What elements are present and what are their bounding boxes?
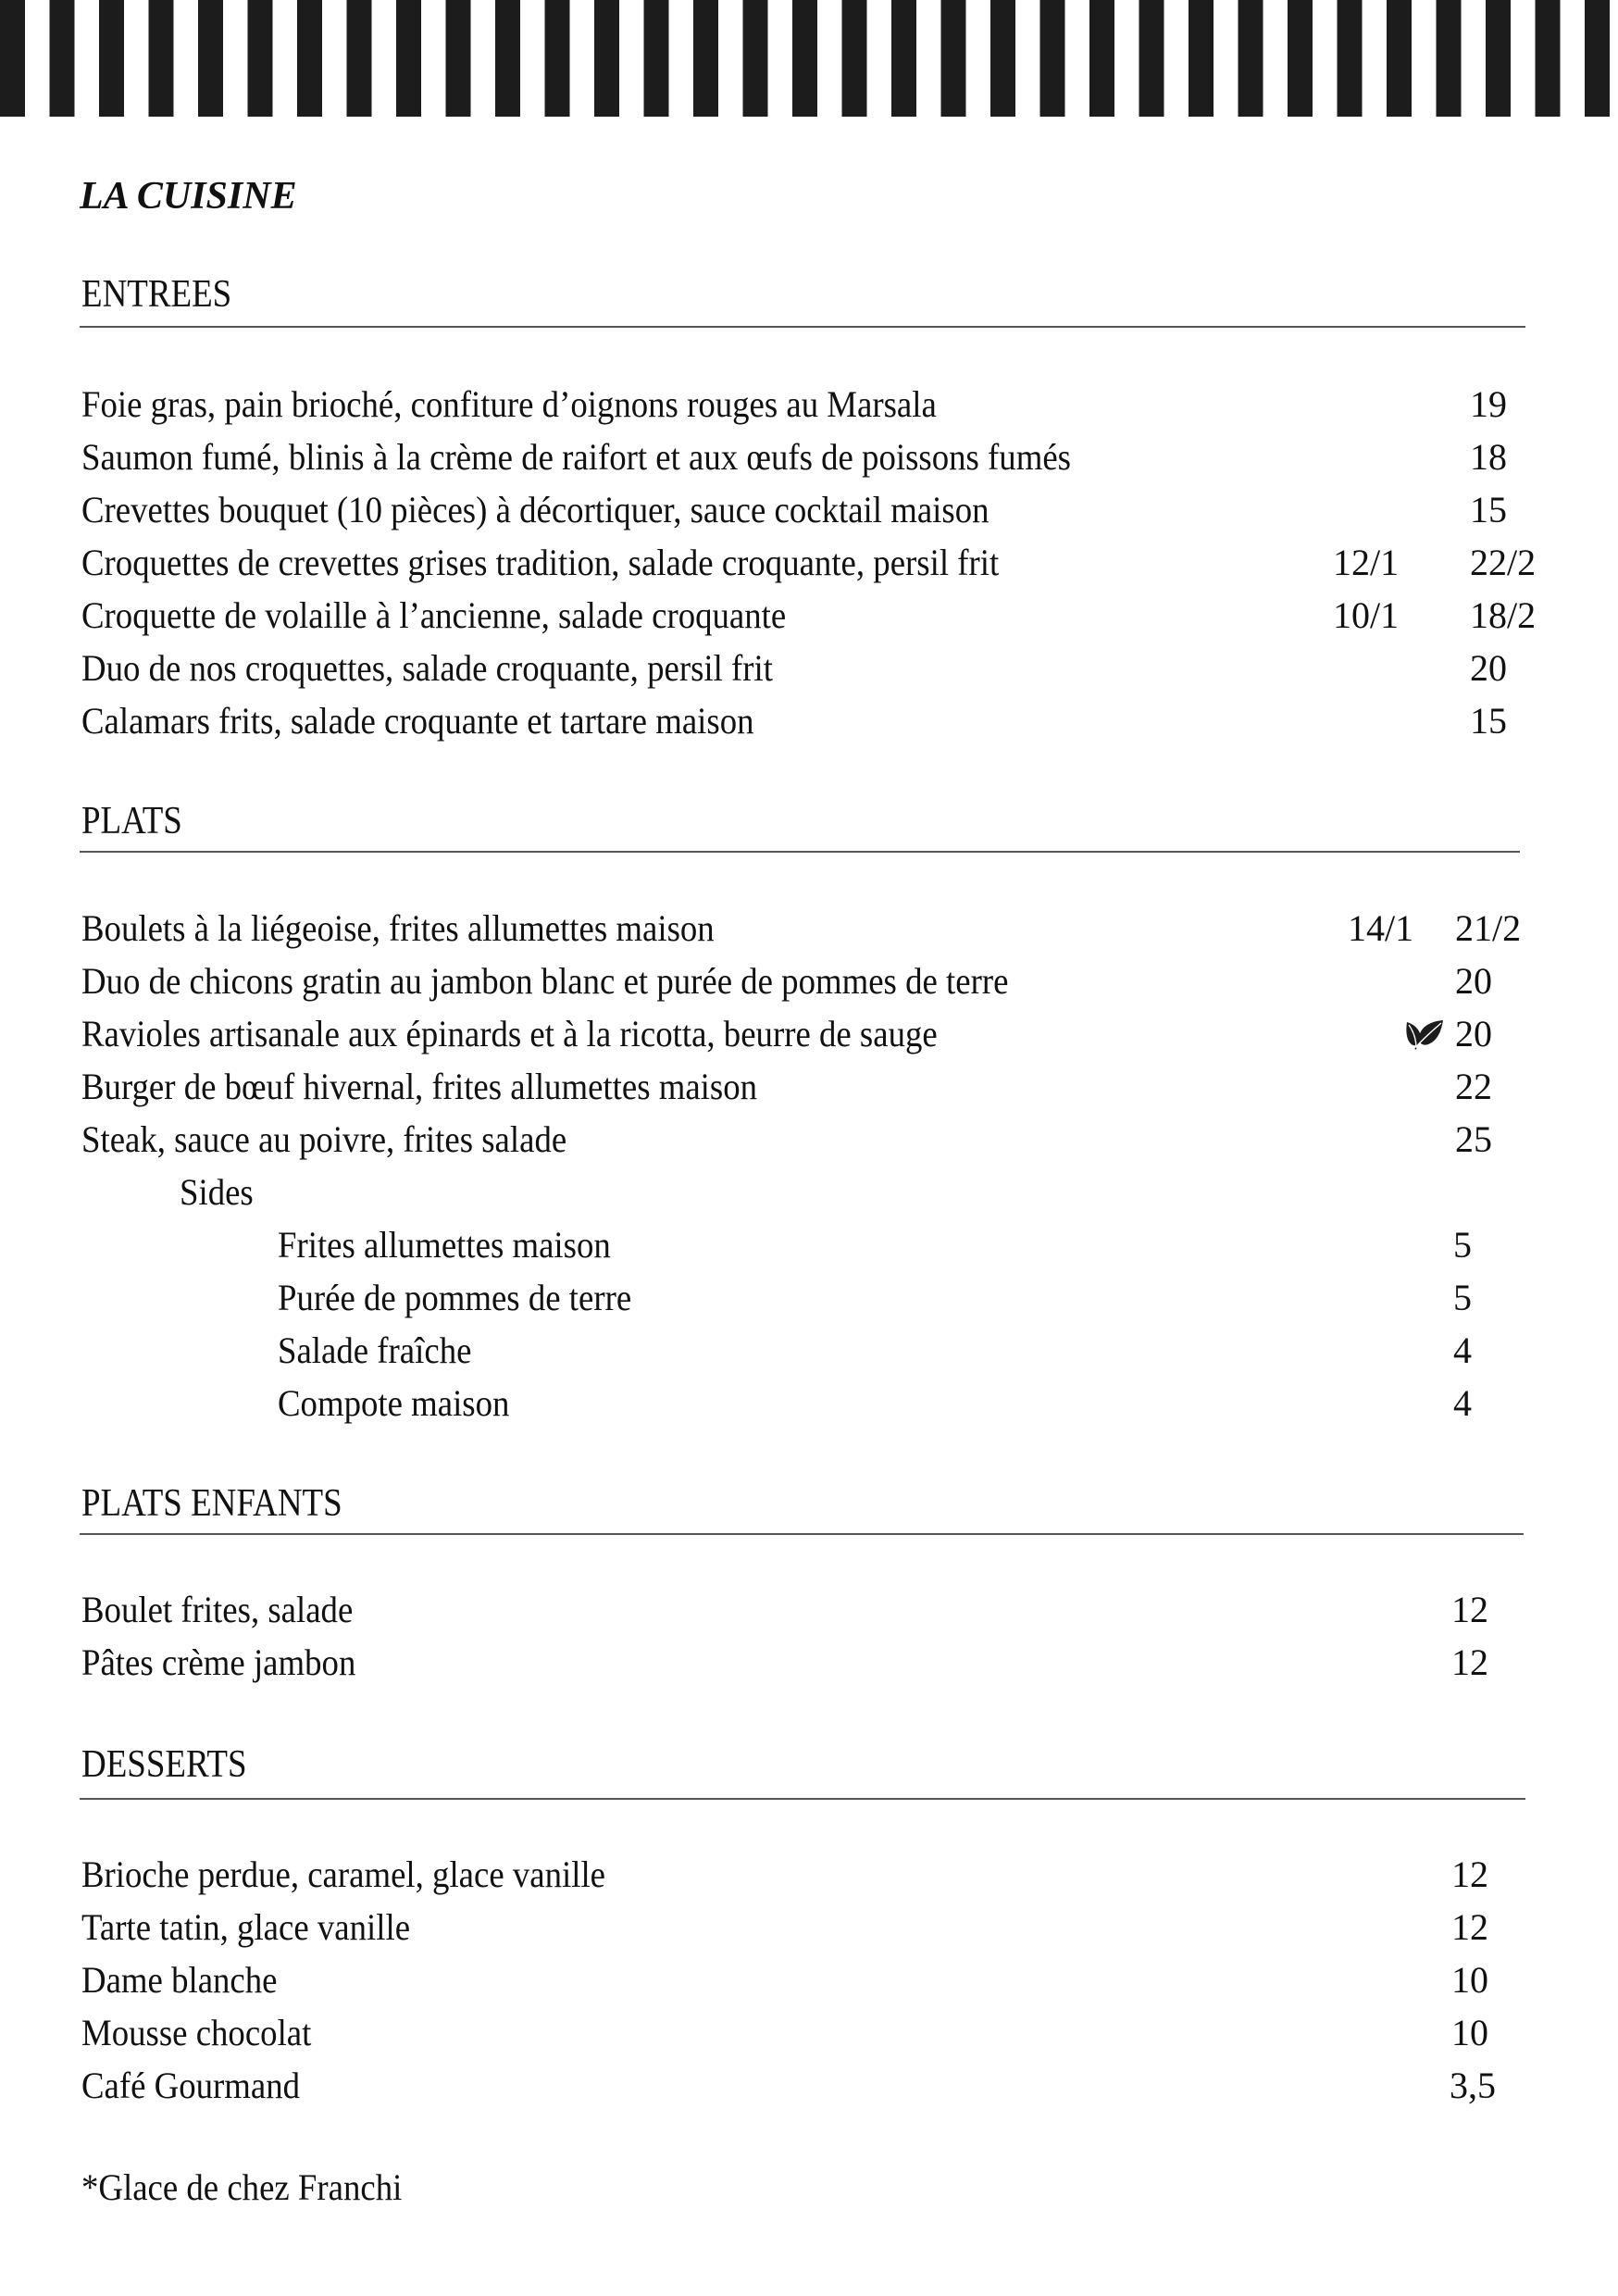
- item-price-single: 12/1: [1333, 542, 1400, 583]
- item-name: Boulet frites, salade: [81, 1589, 354, 1630]
- side-item: [0, 1218, 1618, 1271]
- section-heading-entrees: ENTREES: [81, 273, 232, 316]
- item-name: Crevettes bouquet (10 pièces) à décortiquer, sauce cocktail maison: [81, 489, 989, 530]
- section-divider: [80, 1798, 1525, 1800]
- section-divider: [80, 851, 1520, 853]
- section-heading-plats: PLATS: [81, 800, 182, 842]
- item-price: 12: [1451, 1641, 1488, 1683]
- menu-item: [0, 1113, 1618, 1166]
- item-name: Frites allumettes maison: [278, 1224, 611, 1266]
- vegetarian-leaf-icon: [1404, 1018, 1445, 1050]
- item-name: Dame blanche: [81, 1959, 278, 2001]
- section-divider: [80, 1533, 1524, 1535]
- item-name: Foie gras, pain brioché, confiture d’oignons rouges au Marsala: [81, 383, 937, 425]
- item-price: 20: [1455, 1013, 1492, 1054]
- item-name: Burger de bœuf hivernal, frites allumettes maison: [81, 1066, 758, 1107]
- side-item: [0, 1377, 1618, 1429]
- item-price: 18: [1470, 436, 1507, 478]
- item-name: Ravioles artisanale aux épinards et à la ricotta, beurre de sauge: [81, 1013, 938, 1054]
- menu-item: [0, 1848, 1618, 1901]
- item-price: 5: [1453, 1224, 1472, 1266]
- item-price: 4: [1453, 1382, 1472, 1424]
- item-price: 21/2: [1455, 907, 1522, 949]
- item-price: 15: [1470, 700, 1507, 742]
- menu-item: [0, 694, 1618, 747]
- menu-item: [0, 1636, 1618, 1689]
- menu-item: [0, 1953, 1618, 2006]
- item-price-single: 14/1: [1348, 907, 1414, 949]
- item-name: Saumon fumé, blinis à la crème de raifort et aux œufs de poissons fumés: [81, 436, 1071, 478]
- menu-title: LA CUISINE: [80, 175, 297, 218]
- item-price: 25: [1455, 1118, 1492, 1160]
- striped-header-banner: [0, 0, 1618, 117]
- menu-item: [0, 589, 1618, 642]
- item-price: 12: [1451, 1589, 1488, 1630]
- item-price: 4: [1453, 1329, 1472, 1371]
- item-price: 22/2: [1470, 542, 1537, 583]
- item-price: 10: [1451, 1959, 1488, 2001]
- side-item: [0, 1271, 1618, 1324]
- item-name: Croquettes de crevettes grises tradition, salade croquante, persil frit: [81, 542, 1000, 583]
- menu-item: [0, 1583, 1618, 1636]
- item-name: Compote maison: [278, 1382, 510, 1424]
- item-price: 3,5: [1450, 2065, 1496, 2106]
- sides-label-row: [0, 1166, 1618, 1218]
- section-heading-desserts: DESSERTS: [81, 1743, 247, 1786]
- item-price: 5: [1453, 1277, 1472, 1318]
- menu-item: [0, 642, 1618, 694]
- item-price-single: 10/1: [1333, 594, 1400, 636]
- item-price: 10: [1451, 2012, 1488, 2053]
- item-name: Salade fraîche: [278, 1329, 472, 1371]
- item-name: Brioche perdue, caramel, glace vanille: [81, 1853, 606, 1895]
- section-divider: [80, 326, 1525, 328]
- item-name: Boulets à la liégeoise, frites allumettes maison: [81, 907, 715, 949]
- item-name: Croquette de volaille à l’ancienne, salade croquante: [81, 594, 787, 636]
- item-price: 18/2: [1470, 594, 1537, 636]
- item-price: 12: [1451, 1906, 1488, 1948]
- item-name: Calamars frits, salade croquante et tartare maison: [81, 700, 754, 742]
- menu-item: [0, 2006, 1618, 2059]
- item-price: 15: [1470, 489, 1507, 530]
- item-name: Mousse chocolat: [81, 2012, 312, 2053]
- item-price: 20: [1455, 960, 1492, 1002]
- item-price: 12: [1451, 1853, 1488, 1895]
- item-name: Duo de nos croquettes, salade croquante, persil frit: [81, 647, 773, 689]
- sides-label: Sides: [180, 1171, 254, 1213]
- item-name: Tarte tatin, glace vanille: [81, 1906, 411, 1948]
- menu-item: [0, 902, 1618, 955]
- item-name: Steak, sauce au poivre, frites salade: [81, 1118, 567, 1160]
- section-heading-enfants: PLATS ENFANTS: [81, 1482, 342, 1525]
- menu-item: [0, 430, 1618, 483]
- item-name: Café Gourmand: [81, 2065, 301, 2106]
- item-name: Pâtes crème jambon: [81, 1641, 356, 1683]
- menu-item: [0, 378, 1618, 430]
- menu-item: [0, 1901, 1618, 1953]
- item-name: Duo de chicons gratin au jambon blanc et purée de pommes de terre: [81, 960, 1009, 1002]
- menu-item: [0, 1060, 1618, 1113]
- menu-item: [0, 536, 1618, 589]
- item-price: 19: [1470, 383, 1507, 425]
- item-price: 22: [1455, 1066, 1492, 1107]
- side-item: [0, 1324, 1618, 1377]
- item-price: 20: [1470, 647, 1507, 689]
- menu-item: [0, 483, 1618, 536]
- menu-item: [0, 2059, 1618, 2112]
- item-name: Purée de pommes de terre: [278, 1277, 632, 1318]
- menu-item: [0, 955, 1618, 1007]
- footnote: *Glace de chez Franchi: [81, 2166, 403, 2208]
- menu-item: [0, 1007, 1618, 1060]
